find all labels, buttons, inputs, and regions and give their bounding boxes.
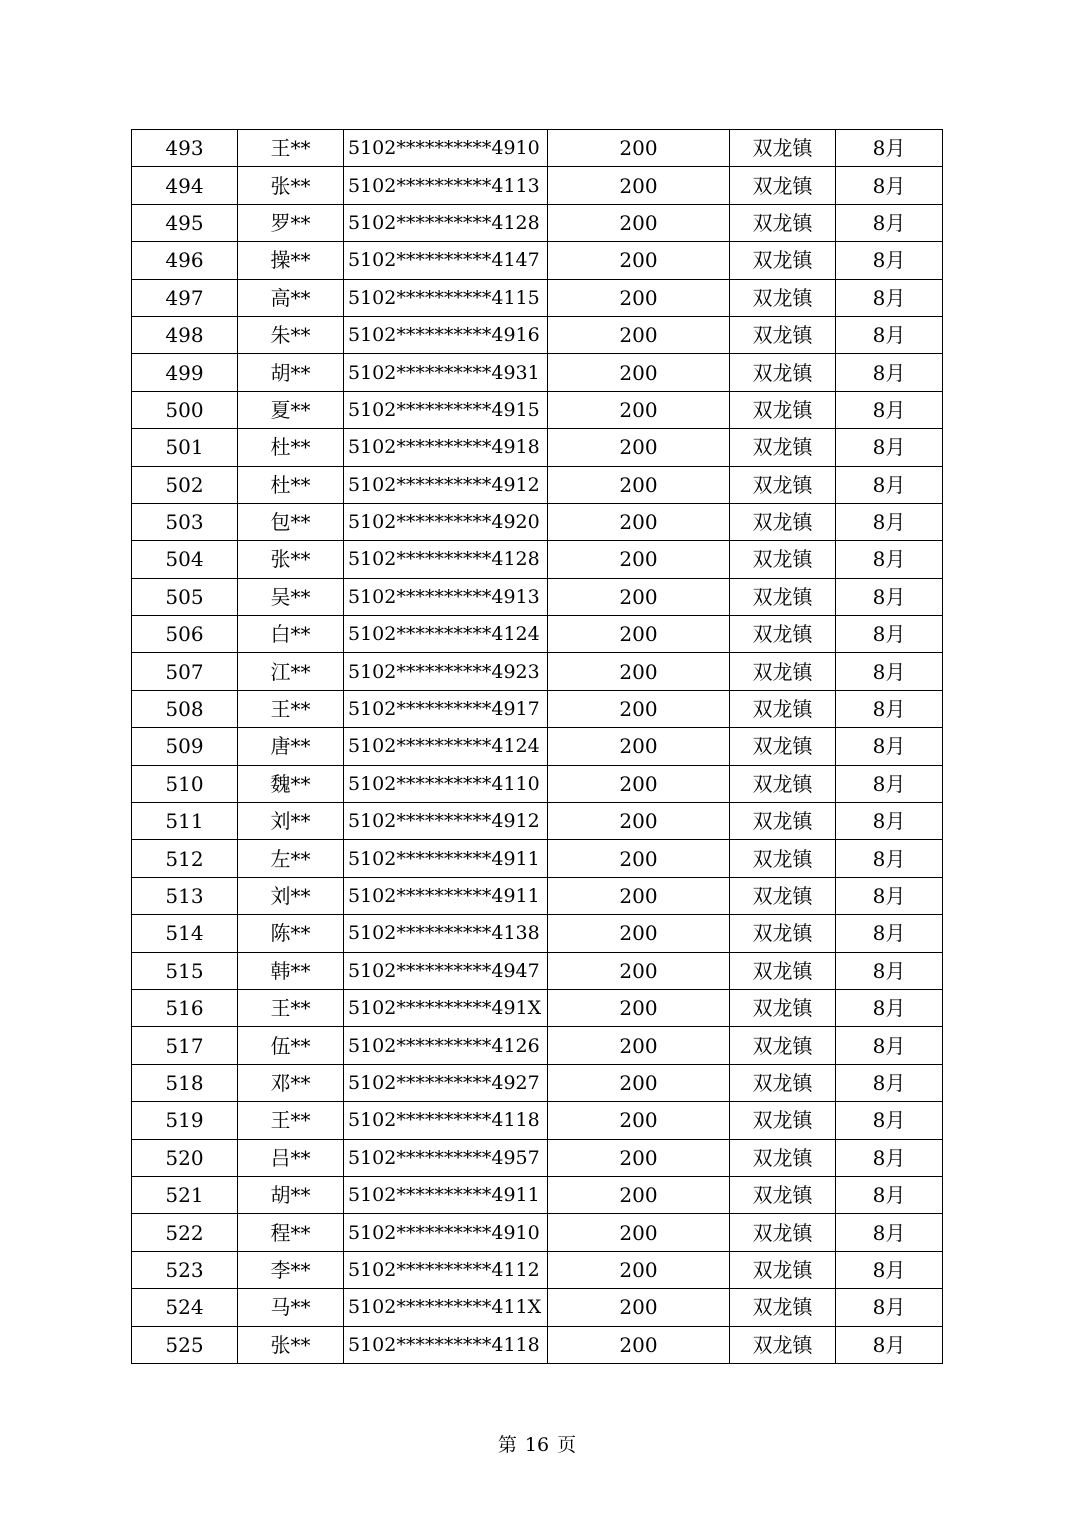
id-number-cell: 5102**********4118 [344,1326,548,1363]
amount-cell: 200 [548,840,730,877]
amount-cell: 200 [548,242,730,279]
table-row [132,1102,943,1139]
town-cell: 双龙镇 [730,1214,836,1251]
row-number-cell: 505 [132,578,238,615]
row-number-cell: 523 [132,1251,238,1288]
id-number-cell: 5102**********4917 [344,690,548,727]
amount-cell: 200 [548,167,730,204]
month-cell: 8月 [836,541,943,578]
page-number: 16 [524,1434,550,1456]
roster-table [131,129,943,1364]
amount-cell: 200 [548,765,730,802]
id-number-cell: 5102**********4910 [344,1214,548,1251]
row-number-cell: 507 [132,653,238,690]
amount-cell: 200 [548,130,730,167]
table-row [132,1027,943,1064]
id-number-cell: 5102**********4957 [344,1139,548,1176]
amount-cell: 200 [548,354,730,391]
name-cell: 张** [238,541,344,578]
town-cell: 双龙镇 [730,840,836,877]
row-number-cell: 519 [132,1102,238,1139]
town-cell: 双龙镇 [730,466,836,503]
table-row [132,915,943,952]
town-cell: 双龙镇 [730,578,836,615]
table-row [132,578,943,615]
id-number-cell: 5102**********4126 [344,1027,548,1064]
table-row [132,989,943,1026]
row-number-cell: 509 [132,728,238,765]
table-row [132,541,943,578]
table-row [132,840,943,877]
name-cell: 白** [238,616,344,653]
town-cell: 双龙镇 [730,279,836,316]
table-row [132,765,943,802]
amount-cell: 200 [548,915,730,952]
id-number-cell: 5102**********4912 [344,803,548,840]
amount-cell: 200 [548,1251,730,1288]
name-cell: 王** [238,1102,344,1139]
id-number-cell: 5102**********4128 [344,204,548,241]
town-cell: 双龙镇 [730,1139,836,1176]
id-number-cell: 5102**********4124 [344,616,548,653]
month-cell: 8月 [836,204,943,241]
amount-cell: 200 [548,466,730,503]
page-footer-suffix: 页 [557,1434,577,1456]
month-cell: 8月 [836,466,943,503]
row-number-cell: 514 [132,915,238,952]
town-cell: 双龙镇 [730,429,836,466]
month-cell: 8月 [836,1289,943,1326]
id-number-cell: 5102**********4927 [344,1064,548,1101]
row-number-cell: 522 [132,1214,238,1251]
month-cell: 8月 [836,242,943,279]
town-cell: 双龙镇 [730,803,836,840]
row-number-cell: 525 [132,1326,238,1363]
amount-cell: 200 [548,503,730,540]
month-cell: 8月 [836,765,943,802]
town-cell: 双龙镇 [730,1176,836,1213]
amount-cell: 200 [548,391,730,428]
month-cell: 8月 [836,1139,943,1176]
table-row [132,653,943,690]
town-cell: 双龙镇 [730,130,836,167]
month-cell: 8月 [836,877,943,914]
table-row [132,316,943,353]
id-number-cell: 5102**********4110 [344,765,548,802]
amount-cell: 200 [548,279,730,316]
month-cell: 8月 [836,690,943,727]
month-cell: 8月 [836,354,943,391]
town-cell: 双龙镇 [730,503,836,540]
row-number-cell: 503 [132,503,238,540]
name-cell: 朱** [238,316,344,353]
month-cell: 8月 [836,316,943,353]
month-cell: 8月 [836,728,943,765]
row-number-cell: 493 [132,130,238,167]
month-cell: 8月 [836,429,943,466]
row-number-cell: 517 [132,1027,238,1064]
name-cell: 包** [238,503,344,540]
name-cell: 刘** [238,877,344,914]
town-cell: 双龙镇 [730,242,836,279]
id-number-cell: 5102**********4128 [344,541,548,578]
table-row [132,803,943,840]
town-cell: 双龙镇 [730,167,836,204]
table-row [132,1214,943,1251]
name-cell: 程** [238,1214,344,1251]
id-number-cell: 5102**********4916 [344,316,548,353]
row-number-cell: 518 [132,1064,238,1101]
name-cell: 张** [238,167,344,204]
amount-cell: 200 [548,204,730,241]
town-cell: 双龙镇 [730,1027,836,1064]
row-number-cell: 501 [132,429,238,466]
town-cell: 双龙镇 [730,354,836,391]
table-row [132,354,943,391]
name-cell: 马** [238,1289,344,1326]
town-cell: 双龙镇 [730,541,836,578]
id-number-cell: 5102**********4920 [344,503,548,540]
table-row [132,204,943,241]
month-cell: 8月 [836,1251,943,1288]
town-cell: 双龙镇 [730,653,836,690]
name-cell: 王** [238,989,344,1026]
name-cell: 左** [238,840,344,877]
amount-cell: 200 [548,653,730,690]
name-cell: 江** [238,653,344,690]
row-number-cell: 520 [132,1139,238,1176]
amount-cell: 200 [548,728,730,765]
month-cell: 8月 [836,616,943,653]
name-cell: 胡** [238,1176,344,1213]
id-number-cell: 5102**********4911 [344,877,548,914]
table-row [132,429,943,466]
id-number-cell: 5102**********4912 [344,466,548,503]
name-cell: 操** [238,242,344,279]
row-number-cell: 495 [132,204,238,241]
month-cell: 8月 [836,840,943,877]
month-cell: 8月 [836,1176,943,1213]
amount-cell: 200 [548,803,730,840]
id-number-cell: 5102**********4923 [344,653,548,690]
town-cell: 双龙镇 [730,616,836,653]
amount-cell: 200 [548,690,730,727]
table-row [132,690,943,727]
month-cell: 8月 [836,1064,943,1101]
name-cell: 刘** [238,803,344,840]
table-row [132,466,943,503]
id-number-cell: 5102**********4947 [344,952,548,989]
month-cell: 8月 [836,1027,943,1064]
name-cell: 李** [238,1251,344,1288]
town-cell: 双龙镇 [730,1289,836,1326]
town-cell: 双龙镇 [730,1251,836,1288]
month-cell: 8月 [836,952,943,989]
town-cell: 双龙镇 [730,391,836,428]
name-cell: 杜** [238,466,344,503]
month-cell: 8月 [836,1214,943,1251]
id-number-cell: 5102**********4910 [344,130,548,167]
table-row [132,167,943,204]
table-row [132,952,943,989]
id-number-cell: 5102**********4112 [344,1251,548,1288]
town-cell: 双龙镇 [730,989,836,1026]
name-cell: 王** [238,130,344,167]
amount-cell: 200 [548,877,730,914]
id-number-cell: 5102**********4118 [344,1102,548,1139]
town-cell: 双龙镇 [730,1102,836,1139]
month-cell: 8月 [836,1102,943,1139]
id-number-cell: 5102**********4911 [344,1176,548,1213]
id-number-cell: 5102**********4113 [344,167,548,204]
row-number-cell: 515 [132,952,238,989]
id-number-cell: 5102**********4147 [344,242,548,279]
row-number-cell: 500 [132,391,238,428]
amount-cell: 200 [548,1326,730,1363]
table-row [132,242,943,279]
table-row [132,391,943,428]
month-cell: 8月 [836,1326,943,1363]
id-number-cell: 5102**********4911 [344,840,548,877]
month-cell: 8月 [836,279,943,316]
town-cell: 双龙镇 [730,1326,836,1363]
name-cell: 胡** [238,354,344,391]
row-number-cell: 512 [132,840,238,877]
table-row [132,616,943,653]
row-number-cell: 496 [132,242,238,279]
month-cell: 8月 [836,391,943,428]
id-number-cell: 5102**********4931 [344,354,548,391]
row-number-cell: 504 [132,541,238,578]
name-cell: 杜** [238,429,344,466]
town-cell: 双龙镇 [730,877,836,914]
row-number-cell: 524 [132,1289,238,1326]
amount-cell: 200 [548,1139,730,1176]
amount-cell: 200 [548,1214,730,1251]
page-footer-prefix: 第 [497,1434,517,1456]
name-cell: 王** [238,690,344,727]
row-number-cell: 516 [132,989,238,1026]
name-cell: 夏** [238,391,344,428]
month-cell: 8月 [836,578,943,615]
row-number-cell: 521 [132,1176,238,1213]
id-number-cell: 5102**********4915 [344,391,548,428]
row-number-cell: 499 [132,354,238,391]
town-cell: 双龙镇 [730,204,836,241]
id-number-cell: 5102**********4115 [344,279,548,316]
amount-cell: 200 [548,1027,730,1064]
table-row [132,1139,943,1176]
name-cell: 唐** [238,728,344,765]
town-cell: 双龙镇 [730,952,836,989]
month-cell: 8月 [836,915,943,952]
table-row [132,279,943,316]
roster-table-body [132,130,943,1364]
table-row [132,1176,943,1213]
name-cell: 高** [238,279,344,316]
table-row [132,130,943,167]
name-cell: 张** [238,1326,344,1363]
name-cell: 邓** [238,1064,344,1101]
name-cell: 陈** [238,915,344,952]
table-row [132,877,943,914]
name-cell: 吴** [238,578,344,615]
row-number-cell: 497 [132,279,238,316]
amount-cell: 200 [548,952,730,989]
page-footer [0,1430,1074,1457]
town-cell: 双龙镇 [730,765,836,802]
month-cell: 8月 [836,653,943,690]
row-number-cell: 513 [132,877,238,914]
town-cell: 双龙镇 [730,915,836,952]
name-cell: 韩** [238,952,344,989]
month-cell: 8月 [836,503,943,540]
name-cell: 魏** [238,765,344,802]
table-row [132,1289,943,1326]
amount-cell: 200 [548,541,730,578]
month-cell: 8月 [836,803,943,840]
row-number-cell: 508 [132,690,238,727]
amount-cell: 200 [548,989,730,1026]
table-row [132,1326,943,1363]
id-number-cell: 5102**********4918 [344,429,548,466]
id-number-cell: 5102**********4124 [344,728,548,765]
row-number-cell: 510 [132,765,238,802]
row-number-cell: 506 [132,616,238,653]
amount-cell: 200 [548,578,730,615]
amount-cell: 200 [548,1102,730,1139]
name-cell: 罗** [238,204,344,241]
name-cell: 伍** [238,1027,344,1064]
town-cell: 双龙镇 [730,316,836,353]
month-cell: 8月 [836,989,943,1026]
amount-cell: 200 [548,1176,730,1213]
table-row [132,1064,943,1101]
table-row [132,1251,943,1288]
month-cell: 8月 [836,167,943,204]
town-cell: 双龙镇 [730,1064,836,1101]
name-cell: 吕** [238,1139,344,1176]
town-cell: 双龙镇 [730,690,836,727]
amount-cell: 200 [548,616,730,653]
id-number-cell: 5102**********4913 [344,578,548,615]
row-number-cell: 494 [132,167,238,204]
month-cell: 8月 [836,130,943,167]
town-cell: 双龙镇 [730,728,836,765]
amount-cell: 200 [548,316,730,353]
table-row [132,728,943,765]
row-number-cell: 498 [132,316,238,353]
amount-cell: 200 [548,1064,730,1101]
id-number-cell: 5102**********4138 [344,915,548,952]
amount-cell: 200 [548,429,730,466]
id-number-cell: 5102**********411X [344,1289,548,1326]
table-row [132,503,943,540]
amount-cell: 200 [548,1289,730,1326]
row-number-cell: 511 [132,803,238,840]
row-number-cell: 502 [132,466,238,503]
id-number-cell: 5102**********491X [344,989,548,1026]
